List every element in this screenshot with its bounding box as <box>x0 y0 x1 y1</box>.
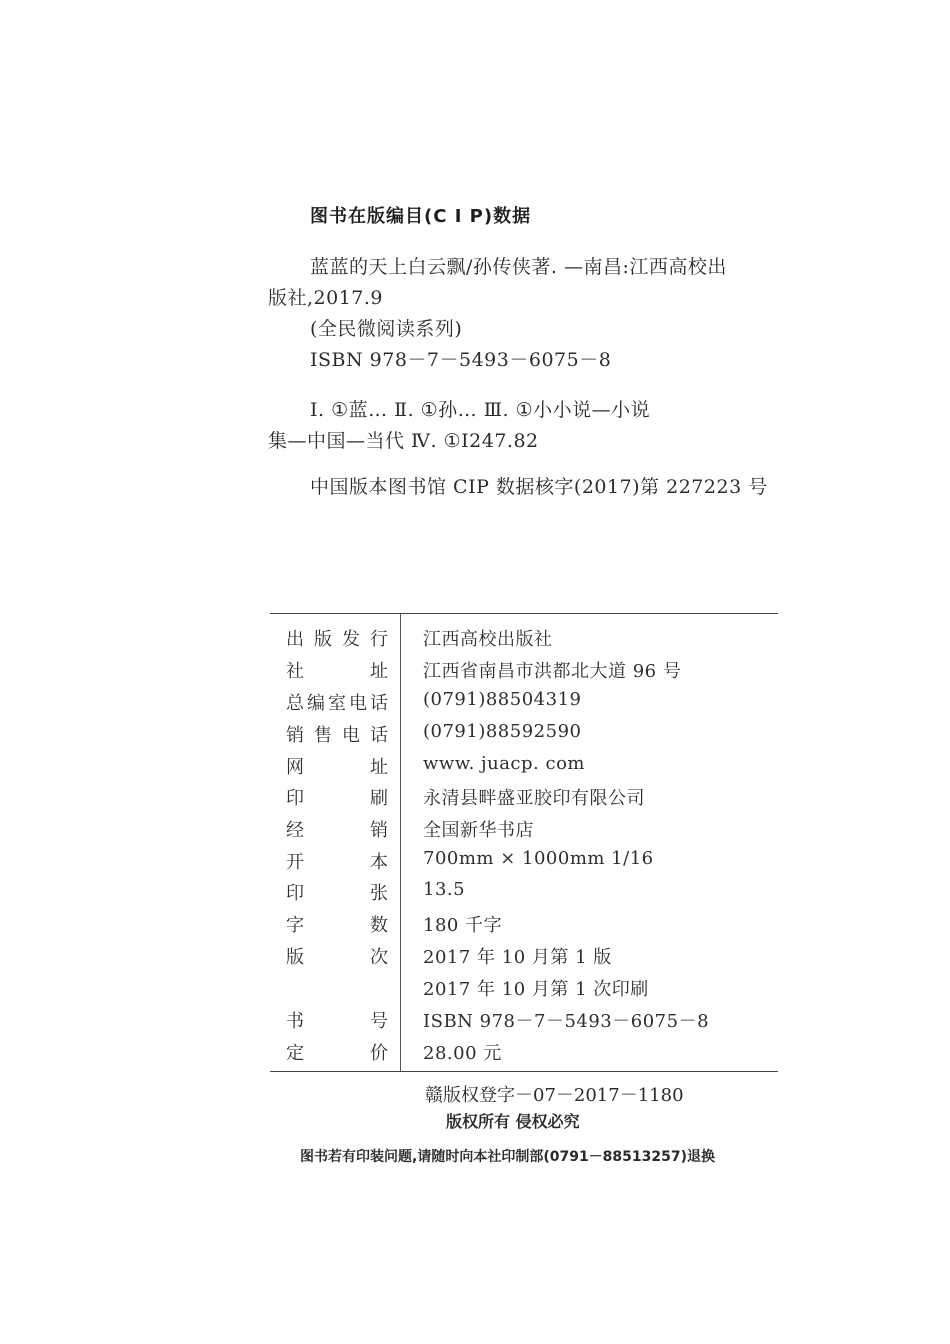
row-label: 书号 <box>286 1011 388 1032</box>
row-value: (0791)88592590 <box>423 721 582 742</box>
row-value: 全国新华书店 <box>423 820 534 841</box>
table-row <box>270 943 778 973</box>
cip-line-series: (全民微阅读系列) <box>310 318 463 340</box>
row-label: 社址 <box>286 661 388 682</box>
cip-line-publisher-date: 版社,2017.9 <box>268 287 384 309</box>
row-value: 2017 年 10 月第 1 版 <box>423 947 612 968</box>
table-row <box>270 657 778 687</box>
publication-info-table <box>270 613 778 1072</box>
copyright-registration: 赣版权登字－07－2017－1180 <box>425 1085 684 1106</box>
row-label: 网址 <box>286 757 388 778</box>
cip-line-title-author: 蓝蓝的天上白云飘/孙传侠著. —南昌:江西高校出 <box>310 256 727 278</box>
table-row <box>270 721 778 751</box>
row-value: 2017 年 10 月第 1 次印刷 <box>423 979 649 1000</box>
row-value: 700mm × 1000mm 1/16 <box>423 848 654 869</box>
table-row <box>270 689 778 719</box>
row-label: 总编室电话 <box>286 693 388 714</box>
cip-line-data-number: 中国版本图书馆 CIP 数据核字(2017)第 227223 号 <box>310 476 768 498</box>
row-label: 字数 <box>286 915 388 936</box>
row-label: 印刷 <box>286 788 388 809</box>
table-row <box>270 1007 778 1037</box>
table-row <box>270 879 778 909</box>
print-defect-notice: 图书若有印装问题,请随时向本社印制部(0791－88513257)退换 <box>300 1149 716 1165</box>
table-row <box>270 784 778 814</box>
row-label: 印张 <box>286 883 388 904</box>
row-label: 版次 <box>286 947 388 968</box>
cip-line-classification-2: 集—中国—当代 Ⅳ. ①I247.82 <box>268 430 539 452</box>
row-value: 江西省南昌市洪都北大道 96 号 <box>423 661 682 682</box>
row-label: 经销 <box>286 820 388 841</box>
row-label: 销售电话 <box>286 725 388 746</box>
row-value: 永清县畔盛亚胶印有限公司 <box>423 788 645 809</box>
table-row <box>270 848 778 878</box>
table-row <box>270 753 778 783</box>
row-value: 28.00 元 <box>423 1043 502 1064</box>
row-value: (0791)88504319 <box>423 689 582 710</box>
table-row <box>270 1039 778 1069</box>
row-value: ISBN 978－7－5493－6075－8 <box>423 1011 710 1032</box>
row-value: 180 千字 <box>423 915 503 936</box>
cip-line-isbn: ISBN 978－7－5493－6075－8 <box>310 349 612 371</box>
row-label: 开本 <box>286 852 388 873</box>
rights-statement: 版权所有 侵权必究 <box>446 1112 580 1131</box>
table-row <box>270 816 778 846</box>
row-value: www. juacp. com <box>423 753 585 774</box>
cip-line-classification-1: Ⅰ. ①蓝… Ⅱ. ①孙… Ⅲ. ①小小说—小说 <box>310 399 651 421</box>
table-row <box>270 625 778 655</box>
row-value: 江西高校出版社 <box>423 629 553 650</box>
row-value: 13.5 <box>423 879 466 900</box>
row-label: 出版发行 <box>286 629 388 650</box>
table-row <box>270 911 778 941</box>
row-label: 定价 <box>286 1043 388 1064</box>
table-row <box>270 975 778 1005</box>
cip-heading: 图书在版编目(C I P)数据 <box>310 206 532 227</box>
